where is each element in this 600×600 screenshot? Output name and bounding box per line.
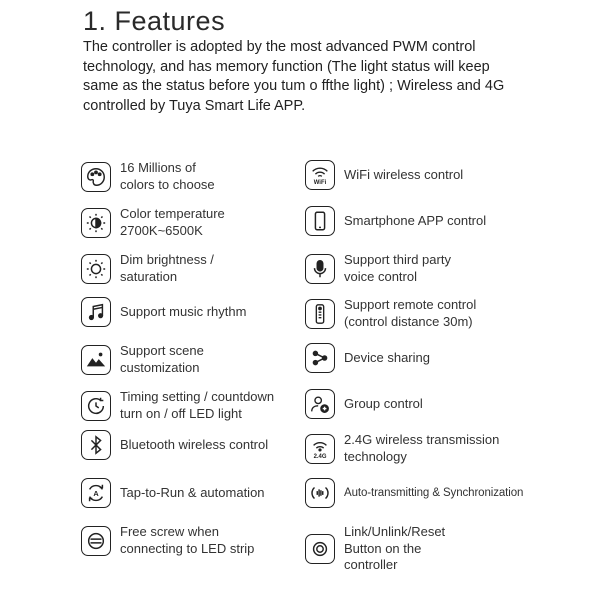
- feature-label: WiFi wireless control: [344, 166, 464, 182]
- intro-paragraph: [83, 38, 523, 116]
- feature-tap-to-run: [81, 478, 265, 508]
- feature-label: Group control: [344, 395, 423, 411]
- reset-button-icon: [305, 534, 335, 564]
- feature-label: Color temperature 2700K~6500K: [120, 206, 225, 238]
- feature-label: Device sharing: [344, 349, 430, 365]
- feature-color-temperature: [81, 206, 225, 239]
- timer-icon: [81, 391, 111, 421]
- feature-label: Tap-to-Run & automation: [120, 484, 265, 500]
- music-note-icon: [81, 297, 111, 327]
- feature-label: Bluetooth wireless control: [120, 436, 269, 452]
- feature-sync: [305, 478, 523, 508]
- microphone-icon: [305, 254, 335, 284]
- svg-text:A: A: [93, 489, 99, 499]
- feature-label: Auto-transmitting & Synchronization: [344, 486, 524, 499]
- automation-icon: [81, 478, 111, 508]
- group-icon: [305, 389, 335, 419]
- smartphone-icon: [305, 206, 335, 236]
- feature-label: Dim brightness / saturation: [120, 252, 214, 284]
- wifi-icon: [305, 160, 335, 190]
- intro-text: The controller is adopted by the most advanced PWM control technology, and has memory function (The light status will keep same as the status before you tum o ffthe light) ; Wireless and 4G controlled by Tuya Smart Life APP.: [83, 39, 505, 114]
- palette-icon: [81, 162, 111, 192]
- feature-sharing: [305, 343, 430, 373]
- bluetooth-icon: [81, 430, 111, 460]
- feature-free-screw: [81, 524, 254, 557]
- share-icon: [305, 343, 335, 373]
- feature-label: Support scene customization: [120, 343, 204, 375]
- feature-timing: [81, 389, 274, 422]
- feature-voice: [305, 252, 451, 285]
- scene-mountain-icon: [81, 345, 111, 375]
- brightness-icon: [81, 254, 111, 284]
- feature-smartphone: [305, 206, 486, 236]
- feature-label: Smartphone APP control: [344, 212, 487, 228]
- feature-remote: [305, 297, 476, 330]
- feature-label: Support third party voice control: [344, 252, 451, 284]
- feature-group: [305, 389, 423, 419]
- page-title: 1. Features: [83, 6, 226, 36]
- feature-label: Link/Unlink/Reset Button on the controller: [344, 524, 446, 572]
- feature-label: Free screw when connecting to LED strip: [120, 524, 255, 556]
- feature-24g: [305, 432, 499, 465]
- feature-label: Timing setting / countdown turn on / off LED light: [120, 389, 275, 421]
- remote-control-icon: [305, 299, 335, 329]
- feature-brightness: [81, 252, 214, 285]
- feature-label: 2.4G wireless transmission technology: [344, 432, 500, 464]
- wifi-icon-text: WiFi: [313, 180, 327, 186]
- feature-reset-button: [305, 524, 445, 574]
- color-temperature-icon: [81, 208, 111, 238]
- sync-icon: [305, 478, 335, 508]
- wireless-24g-icon: [305, 434, 335, 464]
- screw-icon: [81, 526, 111, 556]
- feature-wifi: [305, 160, 463, 190]
- feature-label: 16 Millions of colors to choose: [120, 160, 215, 192]
- feature-label: Support remote control (control distance 30m): [344, 297, 477, 329]
- feature-label: Support music rhythm: [120, 303, 247, 319]
- feature-music: [81, 297, 246, 327]
- feature-bluetooth: [81, 430, 268, 460]
- feature-scene: [81, 343, 204, 376]
- wireless-24g-icon-text: 2.4G: [313, 453, 327, 460]
- feature-colors: [81, 160, 215, 193]
